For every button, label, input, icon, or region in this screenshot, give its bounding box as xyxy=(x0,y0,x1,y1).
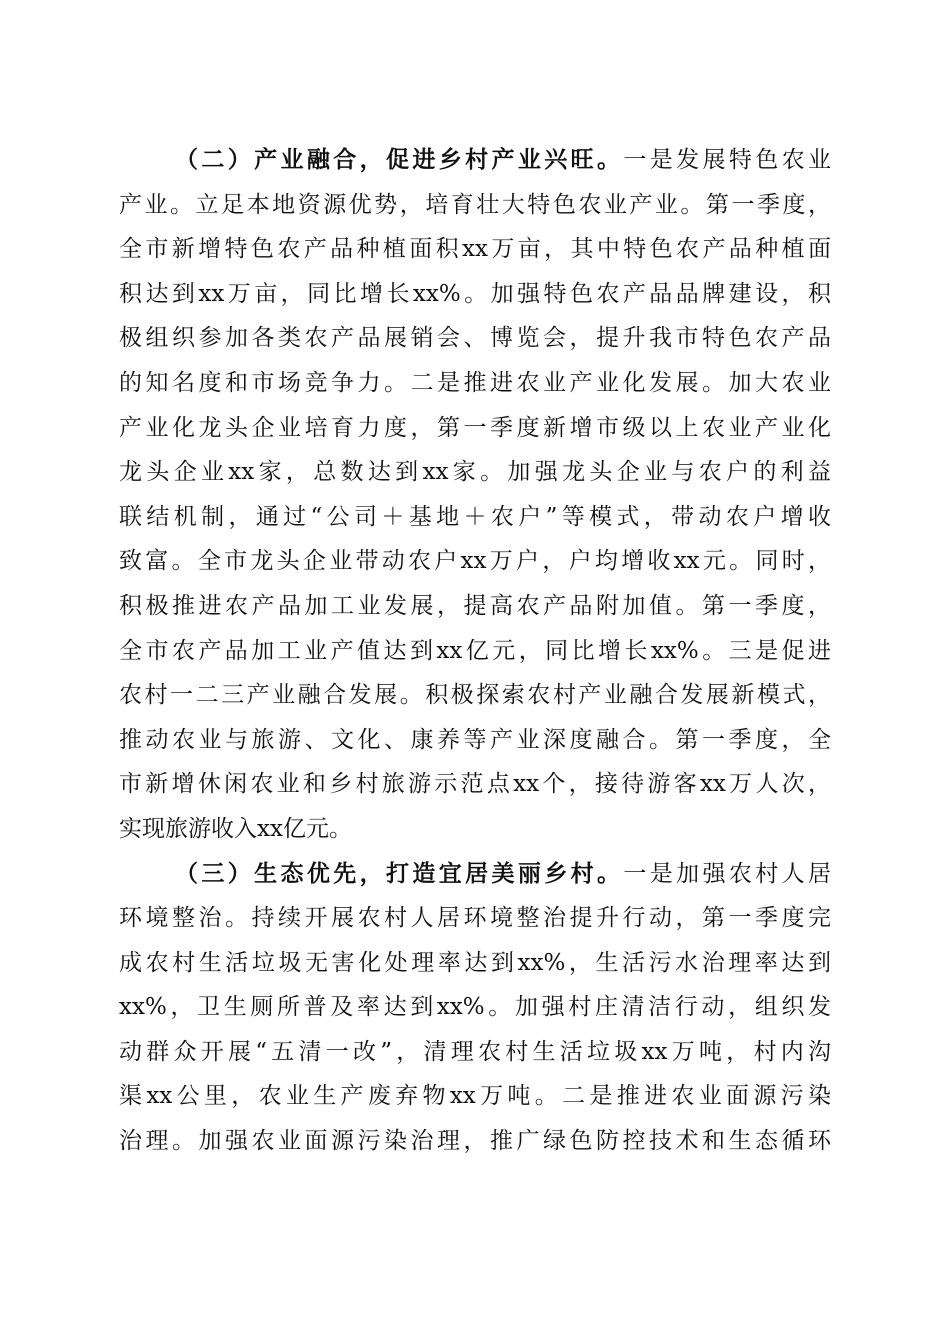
paragraph-line: 治理。加强农业面源污染治理，推广绿色防控技术和生态循环 xyxy=(119,1128,831,1155)
paragraph-line: 实现旅游收入xx亿元。 xyxy=(119,815,352,842)
paragraph-line: 成农村生活垃圾无害化处理率达到xx%，生活污水治理率达到 xyxy=(119,949,831,976)
paragraph-line: 龙头企业xx家，总数达到xx家。加强龙头企业与农户的利益 xyxy=(119,459,831,486)
paragraph-line: 联结机制，通过“公司＋基地＋农户”等模式，带动农户增收 xyxy=(119,503,831,530)
paragraph-line: 环境整治。持续开展农村人居环境整治提升行动，第一季度完 xyxy=(119,905,831,932)
paragraph-line: 全市农产品加工业产值达到xx亿元，同比增长xx%。三是促进 xyxy=(119,637,831,664)
paragraph-line: 的知名度和市场竞争力。二是推进农业产业化发展。加大农业 xyxy=(119,369,831,396)
paragraph-line xyxy=(119,138,831,183)
paragraph-line: 推动农业与旅游、文化、康养等产业深度融合。第一季度，全 xyxy=(119,726,831,753)
paragraph-ecology-first xyxy=(119,852,831,1164)
document-body xyxy=(119,138,831,1164)
paragraph-line: 致富。全市龙头企业带动农户xx万户，户均增收xx元。同时， xyxy=(119,548,831,575)
paragraph-line: 农村一二三产业融合发展。积极探索农村产业融合发展新模式， xyxy=(119,682,831,709)
line-text: 一是加强农村人居 xyxy=(623,860,831,887)
paragraph-line: xx%，卫生厕所普及率达到xx%。加强村庄清洁行动，组织发 xyxy=(119,994,831,1021)
paragraph-line: 渠xx公里，农业生产废弃物xx万吨。二是推进农业面源污染 xyxy=(119,1083,831,1110)
paragraph-line: 产业。立足本地资源优势，培育壮大特色农业产业。第一季度， xyxy=(119,191,831,218)
paragraph-line: 市新增休闲农业和乡村旅游示范点xx个，接待游客xx万人次， xyxy=(119,771,831,798)
paragraph-line: 产业化龙头企业培育力度，第一季度新增市级以上农业产业化 xyxy=(119,414,831,441)
paragraph-line xyxy=(119,852,831,897)
section-heading: （二）产业融合，促进乡村产业兴旺。 xyxy=(175,146,624,173)
paragraph-line: 全市新增特色农产品种植面积xx万亩，其中特色农产品种植面 xyxy=(119,236,831,263)
paragraph-industry-integration xyxy=(119,138,831,852)
paragraph-line: 极组织参加各类农产品展销会、博览会，提升我市特色农产品 xyxy=(119,325,831,352)
paragraph-line: 积极推进农产品加工业发展，提高农产品附加值。第一季度， xyxy=(119,592,831,619)
paragraph-line: 积达到xx万亩，同比增长xx%。加强特色农产品品牌建设，积 xyxy=(119,280,831,307)
section-heading: （三）生态优先，打造宜居美丽乡村。 xyxy=(175,859,624,887)
line-text: 一是发展特色农业 xyxy=(623,147,831,173)
paragraph-line: 动群众开展“五清一改”，清理农村生活垃圾xx万吨，村内沟 xyxy=(119,1038,831,1065)
